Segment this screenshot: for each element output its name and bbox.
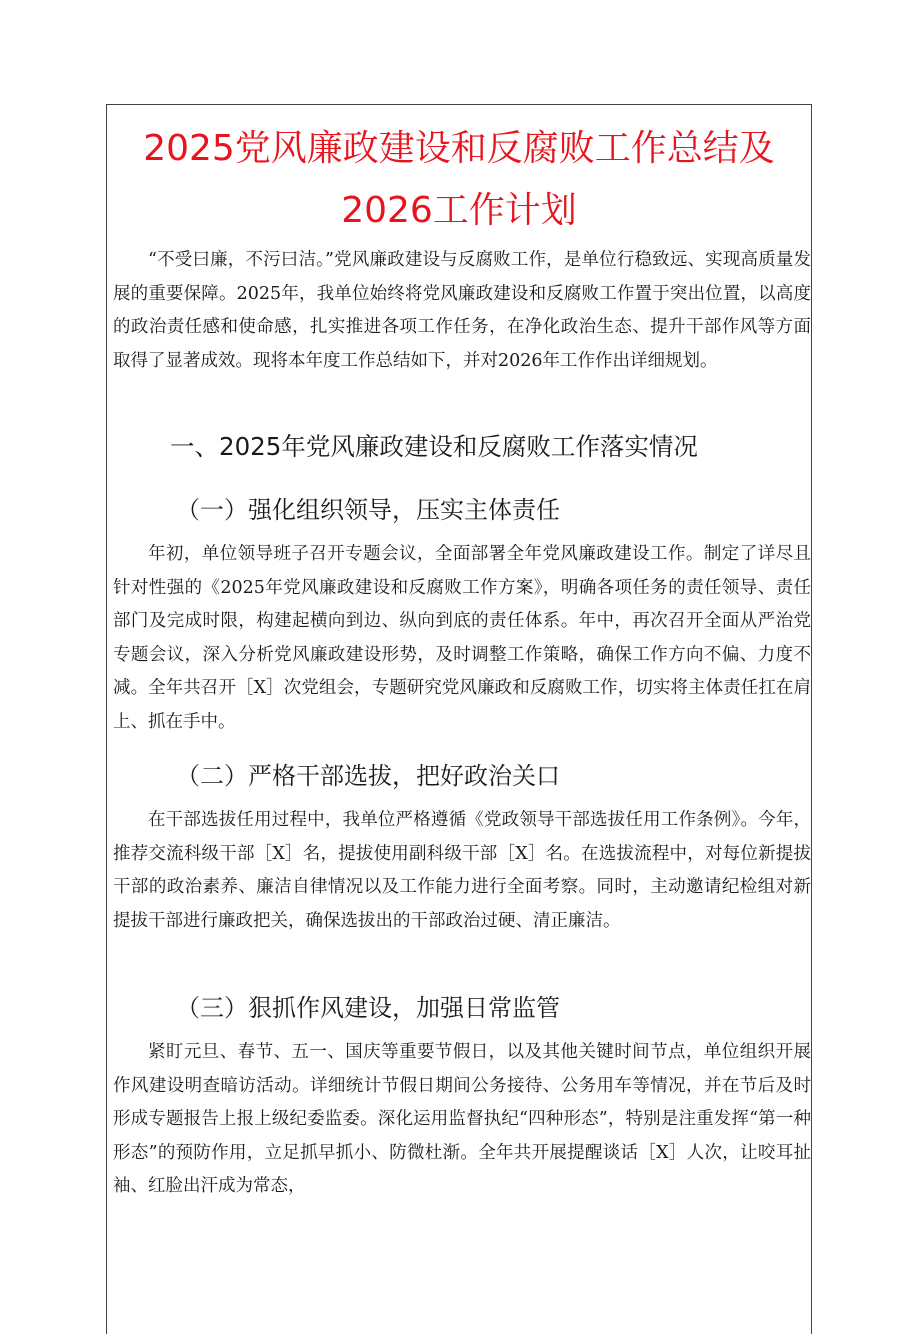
subsection-1-paragraph: 年初，单位领导班子召开专题会议，全面部署全年党风廉政建设工作。制定了详尽且针对性强的《2025年党风廉政建设和反腐败工作方案》，明确各项任务的责任领导、责任部门及完成时限，构建起横向到边、纵向到底的责任体系。年中，再次召开全面从严治党专题会议，深入分析党风廉政建设形势，及时调整工作策略，确保工作方向不偏、力度不减。全年共召开［X］次党组会，专题研究党风廉政和反腐败工作，切实将主体责任扛在肩上、抓在手中。 [113, 544, 811, 732]
section-1-heading: 一、2025年党风廉政建设和反腐败工作落实情况 [170, 432, 698, 461]
document-title-line-1: 2025党风廉政建设和反腐败工作总结及 [143, 128, 775, 169]
subsection-2-paragraph: 在干部选拔任用过程中，我单位严格遵循《党政领导干部选拔任用工作条例》。今年，推荐交流科级干部［X］名，提拔使用副科级干部［X］名。在选拔流程中，对每位新提拔干部的政治素养、廉洁自律情况以及工作能力进行全面考察。同时，主动邀请纪检组对新提拔干部进行廉政把关，确保选拔出的干部政治过硬、清正廉洁。 [113, 810, 811, 931]
subsection-3-heading: （三）狠抓作风建设，加强日常监管 [176, 994, 560, 1022]
document-title-line-2: 2026工作计划 [341, 190, 577, 231]
subsection-1-heading: （一）强化组织领导，压实主体责任 [176, 496, 560, 524]
intro-paragraph: “不受曰廉，不污曰洁。”党风廉政建设与反腐败工作，是单位行稳致远、实现高质量发展的重要保障。2025年，我单位始终将党风廉政建设和反腐败工作置于突出位置，以高度的政治责任感和使命感，扎实推进各项工作任务，在净化政治生态、提升干部作风等方面取得了显著成效。现将本年度工作总结如下，并对2026年工作作出详细规划。 [113, 250, 811, 371]
subsection-3-paragraph: 紧盯元旦、春节、五一、国庆等重要节假日，以及其他关键时间节点，单位组织开展作风建设明查暗访活动。详细统计节假日期间公务接待、公务用车等情况，并在节后及时形成专题报告上报上级纪委监委。深化运用监督执纪“四种形态”，特别是注重发挥“第一种形态”的预防作用，立足抓早抓小、防微杜渐。全年共开展提醒谈话［X］人次，让咬耳扯袖、红脸出汗成为常态， [113, 1042, 811, 1196]
subsection-2-heading: （二）严格干部选拔，把好政治关口 [176, 762, 560, 790]
